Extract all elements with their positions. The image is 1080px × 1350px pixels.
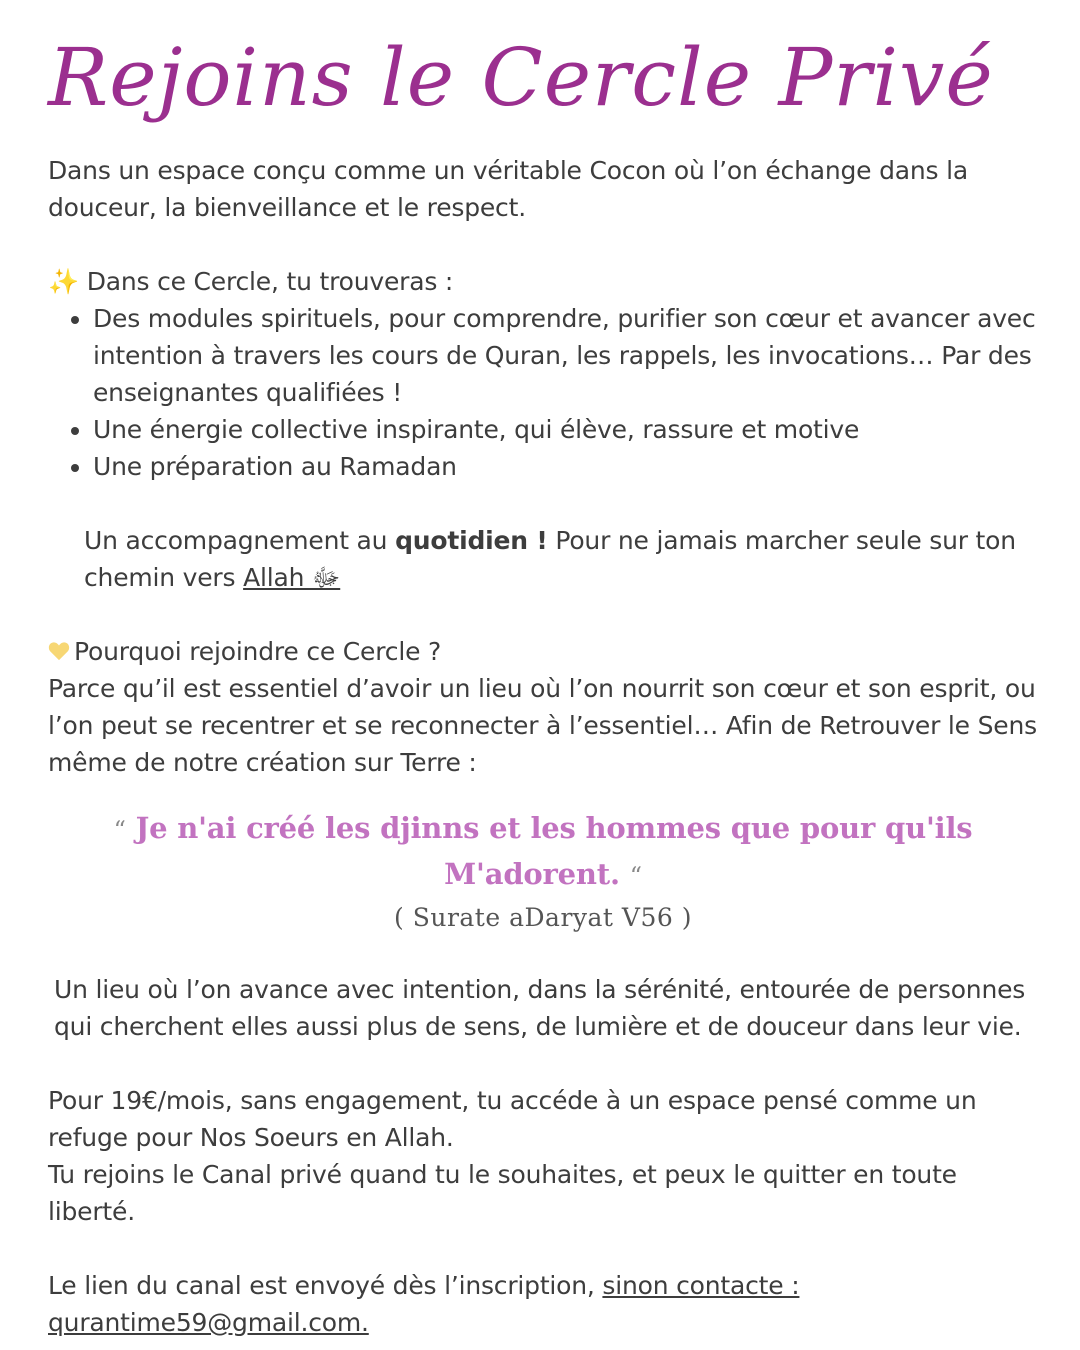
email-link[interactable]: qurantime59@gmail.com.: [48, 1308, 369, 1337]
benefits-list: [48, 300, 1038, 485]
quote-text: Je n'ai créé les djinns et les hommes que pour qu'ils M'adorent.: [135, 811, 973, 891]
quotidien-emphasis: quotidien !: [395, 526, 548, 555]
content: [48, 152, 1038, 1341]
quote-reference: ( Surate aDaryat V56 ): [394, 903, 692, 932]
list-heading-text: Dans ce Cercle, tu trouveras :: [86, 267, 454, 296]
list-item: • Une énergie collective inspirante, qui élève, rassure et motive: [93, 411, 1038, 448]
place-text: Un lieu où l’on avance avec intention, dans la sérénité, entourée de personnes qui cherchent elles aussi plus de sens, de lumière et de douceur dans leur vie.: [54, 975, 1026, 1041]
allah-link[interactable]: Allah ﷻ: [243, 563, 341, 592]
list-heading: [48, 263, 1038, 300]
why-heading: [48, 633, 1038, 670]
page-title: Rejoins le Cercle Privé: [48, 31, 994, 124]
canal-text: Tu rejoins le Canal privé quand tu le souhaites, et peux le quitter en toute liberté.: [48, 1160, 957, 1226]
why-text: Parce qu’il est essentiel d’avoir un lieu où l’on nourrit son cœur et son esprit, ou l’on peut se recentrer et se reconnecter à l’essentiel… Afin de Retrouver le Sens même de notre création sur Terre :: [48, 674, 1037, 777]
sparkles-icon: ✨: [48, 267, 79, 296]
pricing-text: Pour 19€/mois, sans engagement, tu accéde à un espace pensé comme un refuge pour Nos Soeurs en Allah.: [48, 1086, 977, 1152]
list-item: • Des modules spirituels, pour comprendre, purifier son cœur et avancer avec intention à travers les cours de Quran, les rappels, les invocations… Par des enseignantes qualifiées !: [93, 300, 1038, 411]
why-heading-text: Pourquoi rejoindre ce Cercle ?: [74, 637, 442, 666]
yellow-heart-icon: [48, 641, 70, 661]
contact-text: Le lien du canal est envoyé dès l’inscription, sinon contacte : qurantime59@gmail.com.: [48, 1271, 800, 1337]
quote-close: “: [629, 862, 642, 890]
accompaniment-text: Un accompagnement au quotidien ! Pour ne jamais marcher seule sur ton chemin vers Allah ﷻ: [84, 526, 1016, 592]
list-item: • Une préparation au Ramadan: [93, 448, 1038, 485]
intro-text: Dans un espace conçu comme un véritable Cocon où l’on échange dans la douceur, la bienveillance et le respect.: [48, 156, 968, 222]
quote-open: “: [113, 816, 126, 844]
quran-quote: [48, 806, 1038, 898]
contact-link[interactable]: sinon contacte :: [602, 1271, 800, 1300]
